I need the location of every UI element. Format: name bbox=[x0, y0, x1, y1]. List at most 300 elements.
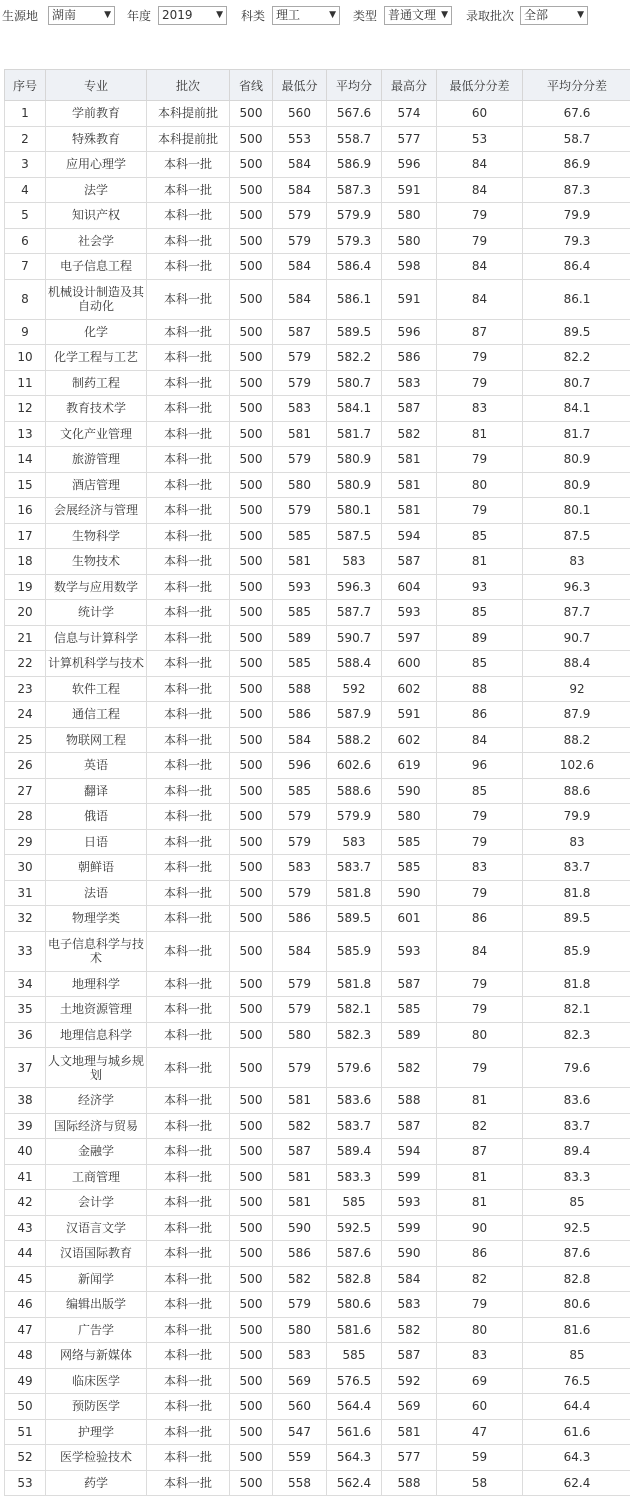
cell-avg-diff: 84.1 bbox=[523, 396, 630, 422]
cell-avg-score: 564.4 bbox=[327, 1394, 382, 1420]
cell-min-diff: 85 bbox=[437, 600, 523, 626]
cell-province-line: 500 bbox=[230, 254, 273, 280]
cell-batch: 本科一批 bbox=[147, 574, 230, 600]
cell-min-score: 581 bbox=[273, 421, 327, 447]
cell-index: 40 bbox=[5, 1139, 46, 1165]
cell-avg-score: 583.7 bbox=[327, 1113, 382, 1139]
cell-province-line: 500 bbox=[230, 1368, 273, 1394]
cell-avg-score: 579.9 bbox=[327, 203, 382, 229]
cell-province-line: 500 bbox=[230, 1190, 273, 1216]
filter-bar bbox=[0, 0, 630, 34]
filter-label-type: 类型 bbox=[353, 9, 378, 23]
cell-min-score: 582 bbox=[273, 1266, 327, 1292]
table-row bbox=[5, 880, 630, 906]
cell-max-score: 590 bbox=[382, 1241, 437, 1267]
cell-min-diff: 82 bbox=[437, 1113, 523, 1139]
table-row bbox=[5, 753, 630, 779]
cell-batch: 本科一批 bbox=[147, 1470, 230, 1496]
cell-avg-diff: 86.4 bbox=[523, 254, 630, 280]
cell-max-score: 596 bbox=[382, 152, 437, 178]
cell-major: 通信工程 bbox=[46, 702, 147, 728]
cell-avg-score: 589.5 bbox=[327, 319, 382, 345]
cell-index: 14 bbox=[5, 447, 46, 473]
cell-major: 朝鲜语 bbox=[46, 855, 147, 881]
cell-batch: 本科一批 bbox=[147, 1343, 230, 1369]
cell-province-line: 500 bbox=[230, 1343, 273, 1369]
cell-min-diff: 83 bbox=[437, 396, 523, 422]
cell-avg-score: 583.7 bbox=[327, 855, 382, 881]
cell-province-line: 500 bbox=[230, 651, 273, 677]
cell-avg-diff: 83.3 bbox=[523, 1164, 630, 1190]
cell-avg-score: 587.6 bbox=[327, 1241, 382, 1267]
cell-batch: 本科一批 bbox=[147, 855, 230, 881]
cell-batch: 本科一批 bbox=[147, 651, 230, 677]
cell-min-score: 580 bbox=[273, 1317, 327, 1343]
cell-avg-score: 587.9 bbox=[327, 702, 382, 728]
cell-batch: 本科一批 bbox=[147, 1190, 230, 1216]
cell-major: 会展经济与管理 bbox=[46, 498, 147, 524]
cell-avg-diff: 76.5 bbox=[523, 1368, 630, 1394]
cell-avg-score: 583.6 bbox=[327, 1088, 382, 1114]
cell-max-score: 582 bbox=[382, 421, 437, 447]
cell-max-score: 593 bbox=[382, 600, 437, 626]
cell-min-score: 560 bbox=[273, 101, 327, 127]
score-table bbox=[4, 69, 630, 1496]
cell-batch: 本科一批 bbox=[147, 152, 230, 178]
cell-batch: 本科一批 bbox=[147, 1292, 230, 1318]
cell-batch: 本科一批 bbox=[147, 880, 230, 906]
table-row bbox=[5, 1241, 630, 1267]
cell-index: 10 bbox=[5, 345, 46, 371]
table-row bbox=[5, 676, 630, 702]
cell-min-score: 585 bbox=[273, 523, 327, 549]
cell-batch: 本科一批 bbox=[147, 1088, 230, 1114]
cell-min-diff: 84 bbox=[437, 177, 523, 203]
cell-min-diff: 84 bbox=[437, 727, 523, 753]
cell-batch: 本科一批 bbox=[147, 1113, 230, 1139]
table-row bbox=[5, 1419, 630, 1445]
cell-max-score: 597 bbox=[382, 625, 437, 651]
cell-max-score: 591 bbox=[382, 177, 437, 203]
cell-min-score: 579 bbox=[273, 829, 327, 855]
cell-major: 文化产业管理 bbox=[46, 421, 147, 447]
cell-min-score: 560 bbox=[273, 1394, 327, 1420]
cell-min-score: 585 bbox=[273, 651, 327, 677]
cell-max-score: 600 bbox=[382, 651, 437, 677]
cell-major: 地理信息科学 bbox=[46, 1022, 147, 1048]
cell-max-score: 598 bbox=[382, 254, 437, 280]
cell-avg-diff: 80.1 bbox=[523, 498, 630, 524]
cell-min-diff: 84 bbox=[437, 931, 523, 971]
table-row bbox=[5, 651, 630, 677]
chevron-down-icon: ▼ bbox=[216, 10, 223, 20]
table-row bbox=[5, 1470, 630, 1496]
cell-avg-diff: 81.8 bbox=[523, 880, 630, 906]
cell-major: 化学工程与工艺 bbox=[46, 345, 147, 371]
cell-major: 计算机科学与技术 bbox=[46, 651, 147, 677]
cell-province-line: 500 bbox=[230, 1241, 273, 1267]
cell-province-line: 500 bbox=[230, 279, 273, 319]
filter-label-year: 年度 bbox=[127, 9, 152, 23]
cell-min-diff: 84 bbox=[437, 279, 523, 319]
cell-batch: 本科一批 bbox=[147, 1419, 230, 1445]
table-row bbox=[5, 1368, 630, 1394]
cell-avg-diff: 88.2 bbox=[523, 727, 630, 753]
cell-min-diff: 89 bbox=[437, 625, 523, 651]
table-row bbox=[5, 1113, 630, 1139]
table-row bbox=[5, 625, 630, 651]
table-row bbox=[5, 152, 630, 178]
cell-avg-diff: 64.3 bbox=[523, 1445, 630, 1471]
cell-max-score: 586 bbox=[382, 345, 437, 371]
cell-min-diff: 86 bbox=[437, 1241, 523, 1267]
cell-province-line: 500 bbox=[230, 574, 273, 600]
cell-max-score: 580 bbox=[382, 203, 437, 229]
cell-avg-score: 583 bbox=[327, 549, 382, 575]
cell-min-diff: 79 bbox=[437, 829, 523, 855]
cell-batch: 本科一批 bbox=[147, 396, 230, 422]
cell-index: 21 bbox=[5, 625, 46, 651]
cell-max-score: 583 bbox=[382, 1292, 437, 1318]
cell-major: 广告学 bbox=[46, 1317, 147, 1343]
cell-index: 18 bbox=[5, 549, 46, 575]
cell-max-score: 581 bbox=[382, 1419, 437, 1445]
cell-index: 38 bbox=[5, 1088, 46, 1114]
cell-max-score: 585 bbox=[382, 829, 437, 855]
cell-batch: 本科一批 bbox=[147, 523, 230, 549]
table-row bbox=[5, 1088, 630, 1114]
table-row bbox=[5, 906, 630, 932]
cell-index: 4 bbox=[5, 177, 46, 203]
cell-batch: 本科一批 bbox=[147, 1164, 230, 1190]
cell-avg-score: 589.5 bbox=[327, 906, 382, 932]
cell-avg-diff: 81.7 bbox=[523, 421, 630, 447]
cell-province-line: 500 bbox=[230, 829, 273, 855]
cell-min-score: 590 bbox=[273, 1215, 327, 1241]
cell-min-diff: 53 bbox=[437, 126, 523, 152]
table-row bbox=[5, 177, 630, 203]
cell-min-diff: 79 bbox=[437, 370, 523, 396]
cell-major: 数学与应用数学 bbox=[46, 574, 147, 600]
cell-batch: 本科一批 bbox=[147, 1139, 230, 1165]
cell-avg-diff: 102.6 bbox=[523, 753, 630, 779]
cell-province-line: 500 bbox=[230, 753, 273, 779]
header-province-line: 省线 bbox=[230, 70, 273, 101]
cell-min-score: 581 bbox=[273, 1164, 327, 1190]
cell-major: 汉语言文学 bbox=[46, 1215, 147, 1241]
cell-avg-score: 596.3 bbox=[327, 574, 382, 600]
cell-max-score: 574 bbox=[382, 101, 437, 127]
cell-avg-score: 582.8 bbox=[327, 1266, 382, 1292]
cell-batch: 本科一批 bbox=[147, 203, 230, 229]
table-row bbox=[5, 1215, 630, 1241]
cell-avg-score: 588.4 bbox=[327, 651, 382, 677]
table-row bbox=[5, 203, 630, 229]
table-row bbox=[5, 1190, 630, 1216]
cell-major: 电子信息工程 bbox=[46, 254, 147, 280]
cell-avg-score: 589.4 bbox=[327, 1139, 382, 1165]
cell-max-score: 587 bbox=[382, 549, 437, 575]
cell-avg-score: 564.3 bbox=[327, 1445, 382, 1471]
cell-min-score: 596 bbox=[273, 753, 327, 779]
cell-max-score: 587 bbox=[382, 1113, 437, 1139]
table-body bbox=[5, 101, 630, 1496]
cell-major: 汉语国际教育 bbox=[46, 1241, 147, 1267]
cell-province-line: 500 bbox=[230, 727, 273, 753]
cell-min-score: 547 bbox=[273, 1419, 327, 1445]
cell-min-score: 588 bbox=[273, 676, 327, 702]
table-row bbox=[5, 472, 630, 498]
table-row bbox=[5, 1164, 630, 1190]
cell-avg-score: 558.7 bbox=[327, 126, 382, 152]
table-row bbox=[5, 1292, 630, 1318]
cell-batch: 本科一批 bbox=[147, 421, 230, 447]
cell-index: 33 bbox=[5, 931, 46, 971]
cell-avg-score: 583 bbox=[327, 829, 382, 855]
cell-avg-score: 587.7 bbox=[327, 600, 382, 626]
cell-avg-score: 584.1 bbox=[327, 396, 382, 422]
cell-batch: 本科一批 bbox=[147, 829, 230, 855]
cell-province-line: 500 bbox=[230, 1317, 273, 1343]
cell-min-diff: 79 bbox=[437, 203, 523, 229]
cell-batch: 本科一批 bbox=[147, 345, 230, 371]
cell-batch: 本科一批 bbox=[147, 1048, 230, 1088]
table-row bbox=[5, 1317, 630, 1343]
cell-major: 日语 bbox=[46, 829, 147, 855]
cell-index: 53 bbox=[5, 1470, 46, 1496]
header-avg-diff: 平均分分差 bbox=[523, 70, 630, 101]
cell-min-score: 579 bbox=[273, 447, 327, 473]
cell-max-score: 593 bbox=[382, 1190, 437, 1216]
cell-max-score: 585 bbox=[382, 997, 437, 1023]
cell-avg-score: 586.1 bbox=[327, 279, 382, 319]
cell-major: 人文地理与城乡规划 bbox=[46, 1048, 147, 1088]
cell-avg-diff: 92.5 bbox=[523, 1215, 630, 1241]
cell-avg-diff: 81.6 bbox=[523, 1317, 630, 1343]
cell-province-line: 500 bbox=[230, 702, 273, 728]
cell-min-score: 584 bbox=[273, 177, 327, 203]
table-row bbox=[5, 498, 630, 524]
cell-min-score: 559 bbox=[273, 1445, 327, 1471]
cell-min-score: 587 bbox=[273, 319, 327, 345]
cell-avg-score: 585 bbox=[327, 1343, 382, 1369]
cell-min-diff: 79 bbox=[437, 804, 523, 830]
cell-min-diff: 81 bbox=[437, 1164, 523, 1190]
cell-avg-score: 585 bbox=[327, 1190, 382, 1216]
cell-province-line: 500 bbox=[230, 523, 273, 549]
cell-max-score: 580 bbox=[382, 804, 437, 830]
cell-avg-diff: 87.9 bbox=[523, 702, 630, 728]
cell-index: 30 bbox=[5, 855, 46, 881]
cell-major: 物联网工程 bbox=[46, 727, 147, 753]
cell-index: 15 bbox=[5, 472, 46, 498]
type-select[interactable]: 普通文理 ▼ bbox=[384, 6, 452, 25]
cell-max-score: 601 bbox=[382, 906, 437, 932]
cell-batch: 本科一批 bbox=[147, 1266, 230, 1292]
cell-max-score: 596 bbox=[382, 319, 437, 345]
cell-avg-score: 581.6 bbox=[327, 1317, 382, 1343]
cell-avg-diff: 79.9 bbox=[523, 203, 630, 229]
cell-index: 24 bbox=[5, 702, 46, 728]
cell-index: 2 bbox=[5, 126, 46, 152]
table-row bbox=[5, 101, 630, 127]
cell-min-score: 584 bbox=[273, 727, 327, 753]
cell-province-line: 500 bbox=[230, 152, 273, 178]
cell-batch: 本科一批 bbox=[147, 498, 230, 524]
cell-avg-diff: 86.1 bbox=[523, 279, 630, 319]
cell-major: 制药工程 bbox=[46, 370, 147, 396]
cell-min-diff: 79 bbox=[437, 1048, 523, 1088]
cell-max-score: 581 bbox=[382, 472, 437, 498]
cell-max-score: 569 bbox=[382, 1394, 437, 1420]
cell-avg-score: 579.6 bbox=[327, 1048, 382, 1088]
cell-min-score: 579 bbox=[273, 804, 327, 830]
cell-min-score: 581 bbox=[273, 1190, 327, 1216]
cell-major: 化学 bbox=[46, 319, 147, 345]
table-row bbox=[5, 1139, 630, 1165]
cell-index: 26 bbox=[5, 753, 46, 779]
cell-max-score: 583 bbox=[382, 370, 437, 396]
cell-major: 编辑出版学 bbox=[46, 1292, 147, 1318]
cell-min-diff: 79 bbox=[437, 228, 523, 254]
cell-province-line: 500 bbox=[230, 778, 273, 804]
cell-province-line: 500 bbox=[230, 1215, 273, 1241]
cell-min-diff: 90 bbox=[437, 1215, 523, 1241]
cell-min-score: 569 bbox=[273, 1368, 327, 1394]
cell-avg-diff: 87.3 bbox=[523, 177, 630, 203]
cell-min-score: 579 bbox=[273, 370, 327, 396]
cell-min-diff: 86 bbox=[437, 906, 523, 932]
cell-batch: 本科一批 bbox=[147, 778, 230, 804]
cell-avg-diff: 87.7 bbox=[523, 600, 630, 626]
cell-batch: 本科一批 bbox=[147, 447, 230, 473]
filter-label-batch: 录取批次 bbox=[466, 9, 515, 23]
cell-min-score: 579 bbox=[273, 1048, 327, 1088]
cell-max-score: 590 bbox=[382, 778, 437, 804]
cell-avg-diff: 80.6 bbox=[523, 1292, 630, 1318]
cell-max-score: 588 bbox=[382, 1088, 437, 1114]
cell-avg-diff: 85.9 bbox=[523, 931, 630, 971]
cell-batch: 本科一批 bbox=[147, 971, 230, 997]
cell-avg-diff: 88.6 bbox=[523, 778, 630, 804]
cell-avg-diff: 88.4 bbox=[523, 651, 630, 677]
cell-index: 36 bbox=[5, 1022, 46, 1048]
cell-major: 新闻学 bbox=[46, 1266, 147, 1292]
cell-index: 8 bbox=[5, 279, 46, 319]
header-min-score: 最低分 bbox=[273, 70, 327, 101]
header-max-score: 最高分 bbox=[382, 70, 437, 101]
table-row bbox=[5, 523, 630, 549]
cell-max-score: 587 bbox=[382, 971, 437, 997]
cell-min-diff: 69 bbox=[437, 1368, 523, 1394]
category-select[interactable]: 理工 ▼ bbox=[272, 6, 340, 25]
cell-avg-score: 580.1 bbox=[327, 498, 382, 524]
cell-major: 社会学 bbox=[46, 228, 147, 254]
cell-major: 物理学类 bbox=[46, 906, 147, 932]
cell-avg-diff: 89.5 bbox=[523, 906, 630, 932]
cell-max-score: 580 bbox=[382, 228, 437, 254]
table-row bbox=[5, 1266, 630, 1292]
cell-avg-diff: 80.7 bbox=[523, 370, 630, 396]
cell-min-score: 553 bbox=[273, 126, 327, 152]
cell-index: 16 bbox=[5, 498, 46, 524]
cell-batch: 本科提前批 bbox=[147, 101, 230, 127]
table-row bbox=[5, 319, 630, 345]
table-row bbox=[5, 447, 630, 473]
origin-select[interactable]: 湖南 ▼ bbox=[48, 6, 115, 25]
cell-avg-diff: 62.4 bbox=[523, 1470, 630, 1496]
cell-batch: 本科一批 bbox=[147, 1022, 230, 1048]
cell-avg-score: 587.3 bbox=[327, 177, 382, 203]
cell-min-score: 579 bbox=[273, 880, 327, 906]
cell-province-line: 500 bbox=[230, 676, 273, 702]
cell-province-line: 500 bbox=[230, 472, 273, 498]
cell-min-diff: 81 bbox=[437, 549, 523, 575]
cell-index: 43 bbox=[5, 1215, 46, 1241]
cell-min-score: 579 bbox=[273, 1292, 327, 1318]
batch-select[interactable]: 全部 ▼ bbox=[520, 6, 588, 25]
cell-avg-diff: 82.8 bbox=[523, 1266, 630, 1292]
cell-index: 20 bbox=[5, 600, 46, 626]
cell-batch: 本科一批 bbox=[147, 804, 230, 830]
cell-avg-score: 582.3 bbox=[327, 1022, 382, 1048]
cell-min-score: 584 bbox=[273, 279, 327, 319]
chevron-down-icon: ▼ bbox=[104, 10, 111, 20]
cell-avg-diff: 90.7 bbox=[523, 625, 630, 651]
cell-batch: 本科一批 bbox=[147, 254, 230, 280]
cell-max-score: 594 bbox=[382, 523, 437, 549]
cell-index: 52 bbox=[5, 1445, 46, 1471]
cell-avg-diff: 85 bbox=[523, 1190, 630, 1216]
chevron-down-icon: ▼ bbox=[329, 10, 336, 20]
cell-major: 预防医学 bbox=[46, 1394, 147, 1420]
cell-province-line: 500 bbox=[230, 971, 273, 997]
cell-avg-score: 585.9 bbox=[327, 931, 382, 971]
cell-avg-diff: 61.6 bbox=[523, 1419, 630, 1445]
year-select[interactable]: 2019 ▼ bbox=[158, 6, 227, 25]
cell-min-score: 589 bbox=[273, 625, 327, 651]
table-row bbox=[5, 1394, 630, 1420]
cell-major: 旅游管理 bbox=[46, 447, 147, 473]
chevron-down-icon: ▼ bbox=[441, 10, 448, 20]
cell-batch: 本科一批 bbox=[147, 319, 230, 345]
cell-batch: 本科一批 bbox=[147, 753, 230, 779]
cell-max-score: 581 bbox=[382, 498, 437, 524]
cell-min-diff: 82 bbox=[437, 1266, 523, 1292]
cell-avg-diff: 80.9 bbox=[523, 472, 630, 498]
cell-avg-diff: 83.6 bbox=[523, 1088, 630, 1114]
cell-min-diff: 79 bbox=[437, 880, 523, 906]
cell-province-line: 500 bbox=[230, 1419, 273, 1445]
cell-major: 特殊教育 bbox=[46, 126, 147, 152]
cell-index: 27 bbox=[5, 778, 46, 804]
cell-major: 药学 bbox=[46, 1470, 147, 1496]
cell-min-score: 580 bbox=[273, 472, 327, 498]
cell-batch: 本科一批 bbox=[147, 549, 230, 575]
cell-min-score: 586 bbox=[273, 1241, 327, 1267]
cell-max-score: 589 bbox=[382, 1022, 437, 1048]
cell-min-score: 584 bbox=[273, 931, 327, 971]
cell-province-line: 500 bbox=[230, 906, 273, 932]
cell-min-diff: 81 bbox=[437, 1190, 523, 1216]
cell-batch: 本科一批 bbox=[147, 1241, 230, 1267]
cell-index: 28 bbox=[5, 804, 46, 830]
cell-min-diff: 81 bbox=[437, 421, 523, 447]
cell-min-score: 582 bbox=[273, 1113, 327, 1139]
cell-min-diff: 79 bbox=[437, 345, 523, 371]
cell-province-line: 500 bbox=[230, 203, 273, 229]
cell-min-diff: 79 bbox=[437, 498, 523, 524]
